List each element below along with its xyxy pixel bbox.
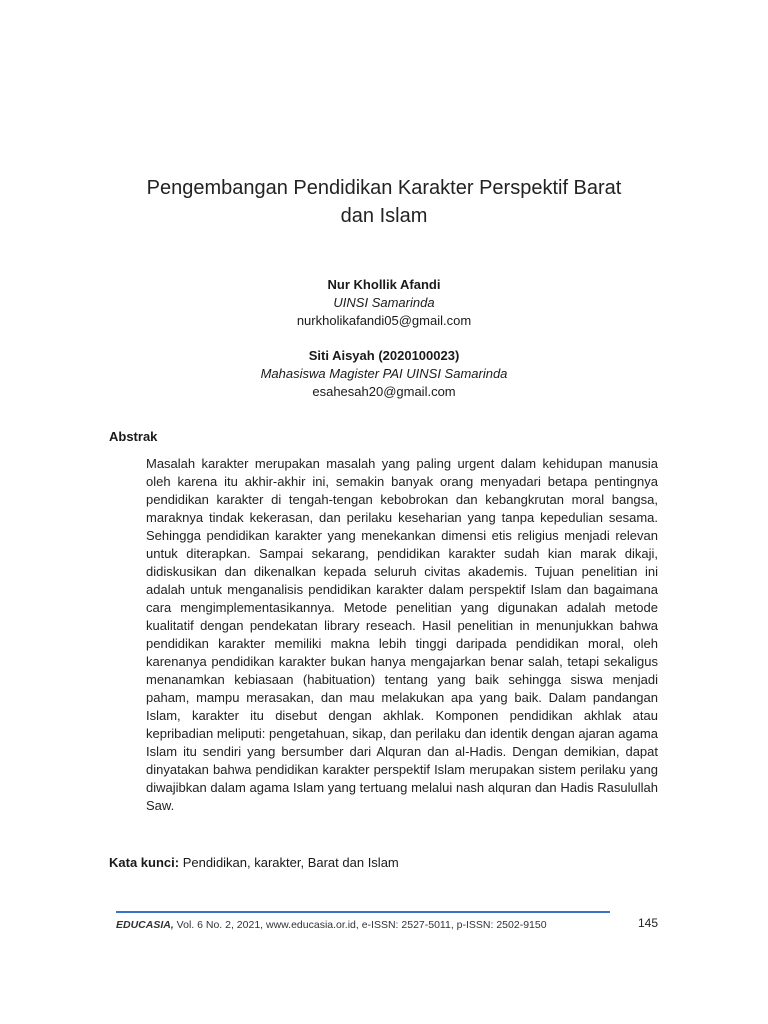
journal-name: EDUCASIA, [116, 919, 174, 931]
author-name: Nur Khollik Afandi [327, 277, 441, 292]
author-affiliation: Mahasiswa Magister PAI UINSI Samarinda [260, 366, 508, 381]
keywords-label: Kata kunci: [109, 855, 180, 870]
author-email: nurkholikafandi05@gmail.com [296, 313, 472, 328]
author-name: Siti Aisyah (2020100023) [308, 348, 460, 363]
paper-title-line-2: dan Islam [340, 205, 428, 227]
author-block-2 [84, 347, 684, 401]
author-email: esahesah20@gmail.com [312, 384, 456, 399]
keywords-text: Pendidikan, karakter, Barat dan Islam [179, 855, 399, 870]
paper-title-line-1: Pengembangan Pendidikan Karakter Perspektif Barat [146, 177, 622, 199]
footer-citation [116, 918, 547, 932]
abstract-heading: Abstrak [109, 429, 158, 444]
author-block-1 [84, 276, 684, 330]
keywords-line [109, 854, 399, 872]
abstract-body: Masalah karakter merupakan masalah yang paling urgent dalam kehidupan manusia oleh karena itu akhir-akhir ini, semakin banyak orang menyadari betapa pentingnya pendidikan karakter di tengah-tengan kebobrokan dan kebangkrutan moral bangsa, maraknya tindak kekerasan, dan perilaku keseharian yang tanpa kepedulian sesama. Sehingga pendidikan karakter yang menekankan dimensi etis religius menjadi relevan untuk diterapkan. Sampai sekarang, pendidikan karakter sudah kian marak dikaji, didiskusikan dan dikenalkan kepada seluruh civitas akademis. Tujuan penelitian ini adalah untuk menganalisis pendidikan karakter dalam perspektif Islam dan bagaimana cara mengimplementasikannya. Metode penelitian yang digunakan adalah metode kualitatif dengan pendekatan library reseach. Hasil penelitian in menunjukkan bahwa pendidikan karakter memiliki makna lebih tinggi daripada pendidikan moral, oleh karenanya pendidikan karakter bukan hanya mengajarkan benar salah, tetapi sekaligus menanamkan kebiasaan (habituation) tentang yang baik sehingga siswa menjadi paham, mampu merasakan, dan mau melakukan apa yang baik. Dalam pandangan Islam, karakter itu disebut dengan akhlak. Komponen pendidikan akhlak atau kepribadian meliputi: pengetahuan, sikap, dan perilaku dan identik dengan ajaran agama Islam itu sendiri yang bersumber dari Alquran dan al-Hadis. Dengan demikian, dapat dinyatakan bahwa pendidikan karakter perspektif Islam merupakan sistem perilaku yang diwajibkan dalam agama Islam yang tertuang melalui nash alquran dan Hadis Rasulullah Saw. [146, 456, 658, 813]
paper-title [84, 174, 684, 230]
author-affiliation: UINSI Samarinda [333, 295, 435, 310]
page-number: 145 [637, 916, 658, 930]
citation-text: Vol. 6 No. 2, 2021, www.educasia.or.id, e-ISSN: 2527-5011, p-ISSN: 2502-9150 [173, 919, 547, 931]
footer-rule [116, 911, 610, 913]
